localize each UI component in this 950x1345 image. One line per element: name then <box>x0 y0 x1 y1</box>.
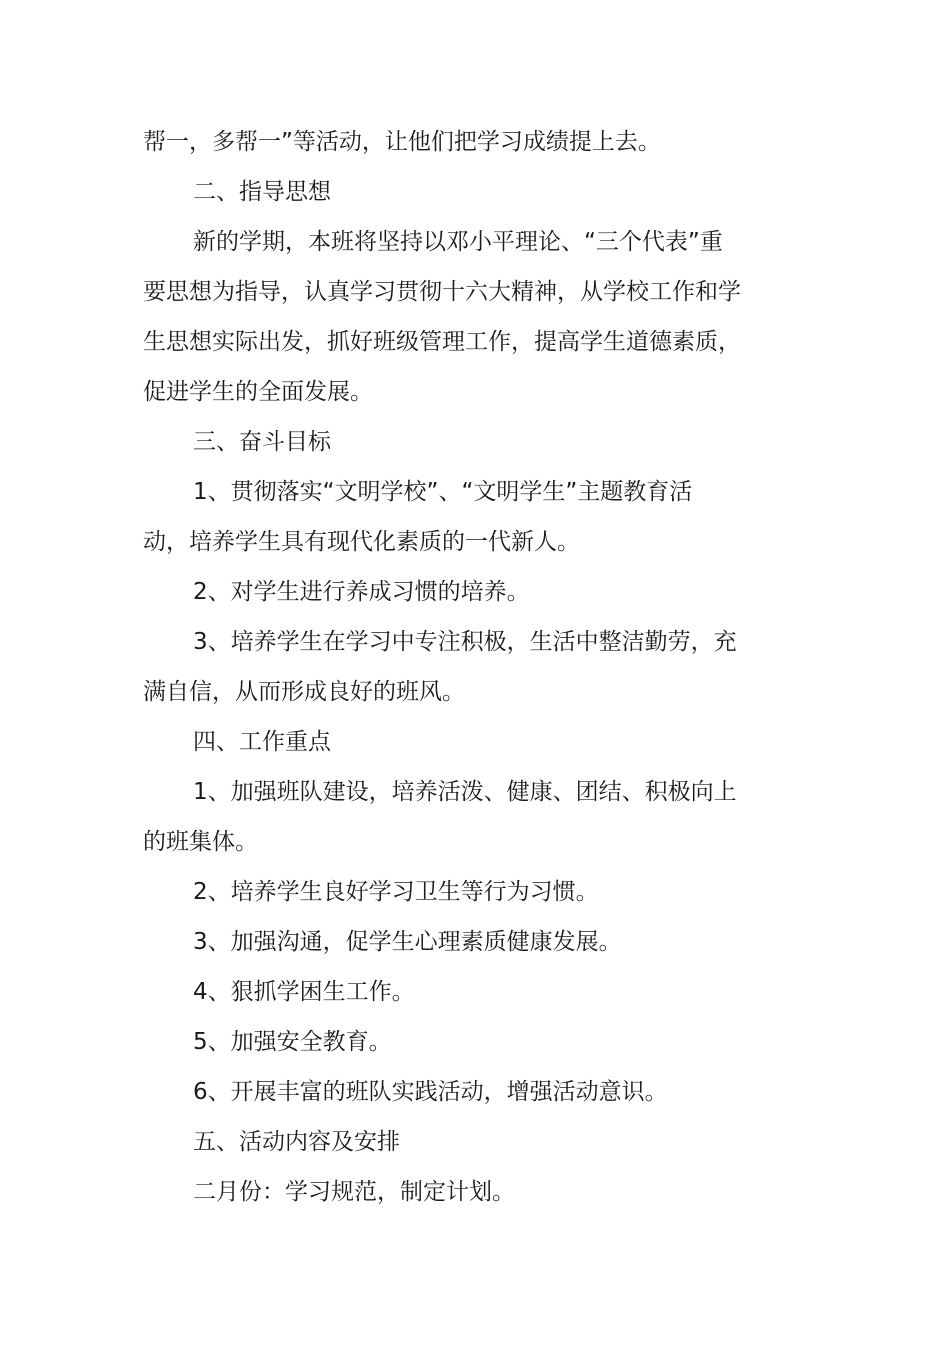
section-heading: 五、活动内容及安排 <box>193 1129 400 1155</box>
list-item: 3、加强沟通，促学生心理素质健康发展。 <box>193 929 622 955</box>
paragraph-line: 帮一，多帮一”等活动，让他们把学习成绩提上去。 <box>143 129 661 155</box>
paragraph-line: 要思想为指导，认真学习贯彻十六大精神，从学校工作和学 <box>143 279 741 305</box>
paragraph-line: 满自信，从而形成良好的班风。 <box>143 679 465 705</box>
section-heading: 二、指导思想 <box>193 179 331 205</box>
section-heading: 四、工作重点 <box>193 729 331 755</box>
document-body <box>143 117 753 1217</box>
list-item: 3、培养学生在学习中专注积极，生活中整洁勤劳，充 <box>193 629 737 655</box>
section-heading: 三、奋斗目标 <box>193 429 331 455</box>
list-item: 6、开展丰富的班队实践活动，增强活动意识。 <box>193 1079 668 1105</box>
paragraph-line: 的班集体。 <box>143 829 258 855</box>
paragraph-line: 动，培养学生具有现代化素质的一代新人。 <box>143 529 580 555</box>
list-item: 4、狠抓学困生工作。 <box>193 979 415 1005</box>
list-item: 1、加强班队建设，培养活泼、健康、团结、积极向上 <box>193 779 737 805</box>
list-item: 2、对学生进行养成习惯的培养。 <box>193 579 530 605</box>
paragraph-line: 新的学期，本班将坚持以邓小平理论、“三个代表”重 <box>193 229 723 255</box>
paragraph-line: 二月份：学习规范，制定计划。 <box>193 1179 515 1205</box>
list-item: 2、培养学生良好学习卫生等行为习惯。 <box>193 879 599 905</box>
paragraph-line: 促进学生的全面发展。 <box>143 379 373 405</box>
paragraph-line: 生思想实际出发，抓好班级管理工作，提高学生道德素质， <box>143 329 741 355</box>
list-item: 1、贯彻落实“文明学校”、“文明学生”主题教育活 <box>193 479 693 505</box>
list-item: 5、加强安全教育。 <box>193 1029 392 1055</box>
